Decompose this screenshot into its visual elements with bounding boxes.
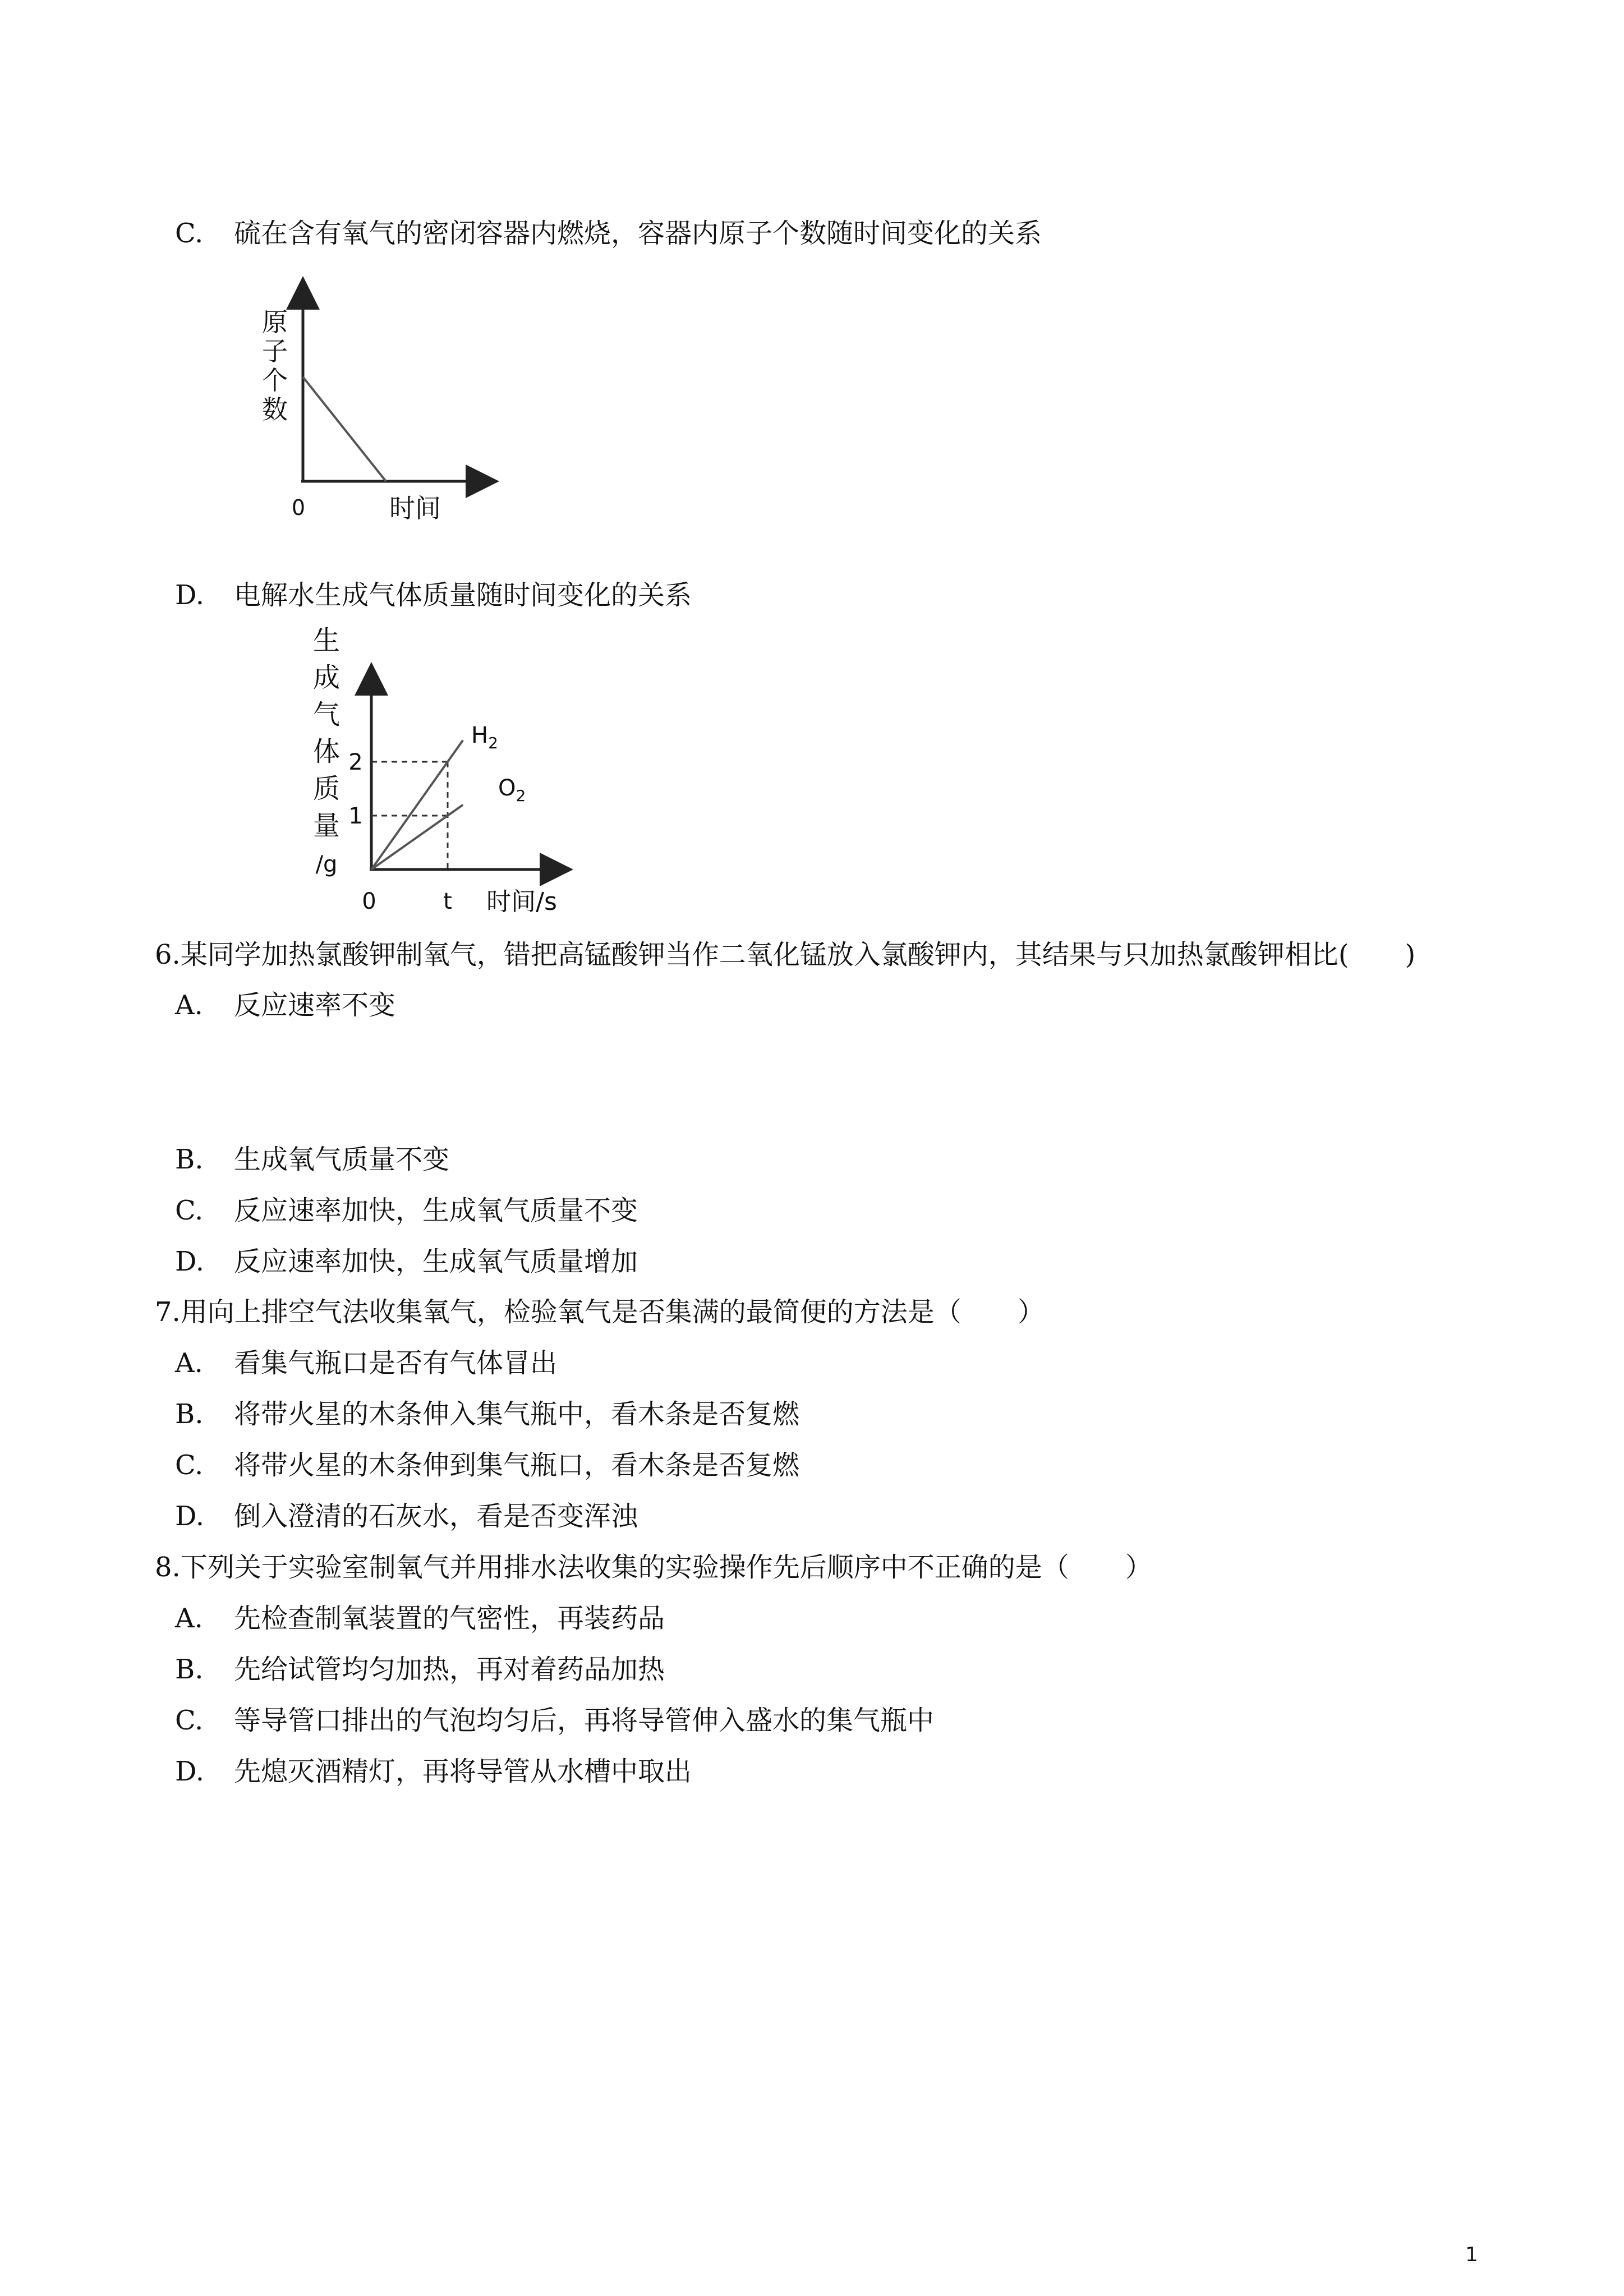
option-letter: C. bbox=[175, 1450, 204, 1481]
option-letter: B. bbox=[175, 1398, 204, 1430]
option-letter: A. bbox=[175, 990, 203, 1021]
page-number: 1 bbox=[1465, 2243, 1478, 2266]
option-letter: B. bbox=[175, 1654, 204, 1685]
paren-open: （ bbox=[934, 1296, 961, 1328]
origin-label: 0 bbox=[291, 495, 306, 520]
option-text: 硫在含有氧气的密闭容器内燃烧，容器内原子个数随时间变化的关系 bbox=[234, 218, 1042, 249]
q7-option-a bbox=[175, 1346, 1297, 1380]
option-letter: C. bbox=[175, 1195, 204, 1226]
y-label-char: 量 bbox=[312, 810, 341, 841]
option-text: 将带火星的木条伸到集气瓶口，看木条是否复燃 bbox=[234, 1450, 800, 1481]
option-letter: D. bbox=[175, 1501, 205, 1532]
option-text: 倒入澄清的石灰水，看是否变浑浊 bbox=[234, 1501, 638, 1532]
option-letter: D. bbox=[175, 579, 205, 611]
paren-close: ） bbox=[1017, 1296, 1045, 1328]
q6-option-b bbox=[175, 1143, 1297, 1176]
x-tick-label: t bbox=[443, 889, 452, 914]
paren-open: ( bbox=[1338, 939, 1349, 970]
q7-option-d bbox=[175, 1499, 1297, 1533]
series-label-h2: $H_2$ bbox=[471, 723, 498, 752]
y-label-char: 子 bbox=[262, 336, 288, 366]
atom-count-line bbox=[303, 377, 386, 481]
question-6-stem bbox=[155, 938, 1415, 972]
y-label-char: 质 bbox=[312, 773, 341, 804]
question-number: 7. bbox=[155, 1296, 181, 1328]
option-text: 先给试管均匀加热，再对着药品加热 bbox=[234, 1654, 665, 1685]
option-letter: C. bbox=[175, 1705, 204, 1736]
q8-option-d bbox=[175, 1755, 1297, 1788]
y-label-char: 数 bbox=[262, 394, 288, 425]
option-text: 先检查制氧装置的气密性，再装药品 bbox=[234, 1603, 665, 1634]
y-label-char: 生 bbox=[312, 625, 341, 656]
option-text: 反应速率加快，生成氧气质量增加 bbox=[234, 1246, 638, 1277]
y-tick-label: 1 bbox=[348, 803, 363, 829]
q8-option-b bbox=[175, 1653, 1297, 1686]
paren-open: （ bbox=[1042, 1552, 1069, 1583]
q6-option-a bbox=[175, 988, 1297, 1022]
y-tick-label: 2 bbox=[348, 749, 363, 775]
option-letter: A. bbox=[175, 1603, 203, 1634]
option-text: 生成氧气质量不变 bbox=[234, 1144, 450, 1175]
y-label-char: 气 bbox=[312, 699, 341, 730]
option-text: 电解水生成气体质量随时间变化的关系 bbox=[234, 579, 692, 611]
o2-line bbox=[371, 805, 463, 869]
question-text: 某同学加热氯酸钾制氧气，错把高锰酸钾当作二氧化锰放入氯酸钾内，其结果与只加热氯酸钾相比 bbox=[180, 939, 1338, 970]
question-number: 6. bbox=[155, 939, 181, 970]
option-letter: C. bbox=[175, 218, 204, 249]
q7-option-b bbox=[175, 1397, 1297, 1431]
q8-option-a bbox=[175, 1602, 1297, 1635]
y-label-char: 个 bbox=[262, 365, 288, 395]
y-label-char: 成 bbox=[312, 662, 341, 693]
option-text: 等导管口排出的气泡均匀后，再将导管伸入盛水的集气瓶中 bbox=[234, 1705, 935, 1736]
option-letter: D. bbox=[175, 1246, 205, 1277]
question-8-stem bbox=[155, 1550, 1152, 1584]
h2-line bbox=[371, 740, 463, 869]
origin-label: 0 bbox=[362, 889, 376, 914]
question-text: 用向上排空气法收集氧气，检验氧气是否集满的最简便的方法是 bbox=[180, 1296, 935, 1328]
option-letter: A. bbox=[175, 1347, 203, 1379]
x-label: 时间 bbox=[389, 493, 441, 523]
q6-option-d bbox=[175, 1245, 1297, 1278]
y-label-char: 体 bbox=[312, 736, 341, 767]
option-text: 反应速率不变 bbox=[234, 990, 396, 1021]
x-label: 时间/s bbox=[486, 887, 557, 916]
q7-option-c bbox=[175, 1448, 1297, 1482]
question-number: 8. bbox=[155, 1552, 181, 1583]
option-c bbox=[175, 217, 1297, 250]
y-label-char: 原 bbox=[262, 307, 288, 337]
graph-atom-count bbox=[247, 280, 505, 533]
series-label-o2: $O_2$ bbox=[498, 775, 526, 805]
paren-close: ） bbox=[1125, 1552, 1152, 1583]
option-letter: D. bbox=[175, 1756, 205, 1787]
paren-close: ) bbox=[1405, 939, 1416, 970]
option-text: 将带火星的木条伸入集气瓶中，看木条是否复燃 bbox=[234, 1398, 800, 1430]
q8-option-c bbox=[175, 1704, 1297, 1737]
option-text: 反应速率加快，生成氧气质量不变 bbox=[234, 1195, 638, 1226]
option-text: 看集气瓶口是否有气体冒出 bbox=[234, 1347, 558, 1379]
graph-gas-mass bbox=[297, 623, 611, 937]
question-7-stem bbox=[155, 1295, 1045, 1329]
question-text: 下列关于实验室制氧气并用排水法收集的实验操作先后顺序中不正确的是 bbox=[180, 1552, 1042, 1583]
q6-option-c bbox=[175, 1194, 1297, 1227]
option-letter: B. bbox=[175, 1144, 204, 1175]
option-d bbox=[175, 578, 1297, 612]
y-label-unit: /g bbox=[315, 852, 338, 877]
option-text: 先熄灭酒精灯，再将导管从水槽中取出 bbox=[234, 1756, 692, 1787]
